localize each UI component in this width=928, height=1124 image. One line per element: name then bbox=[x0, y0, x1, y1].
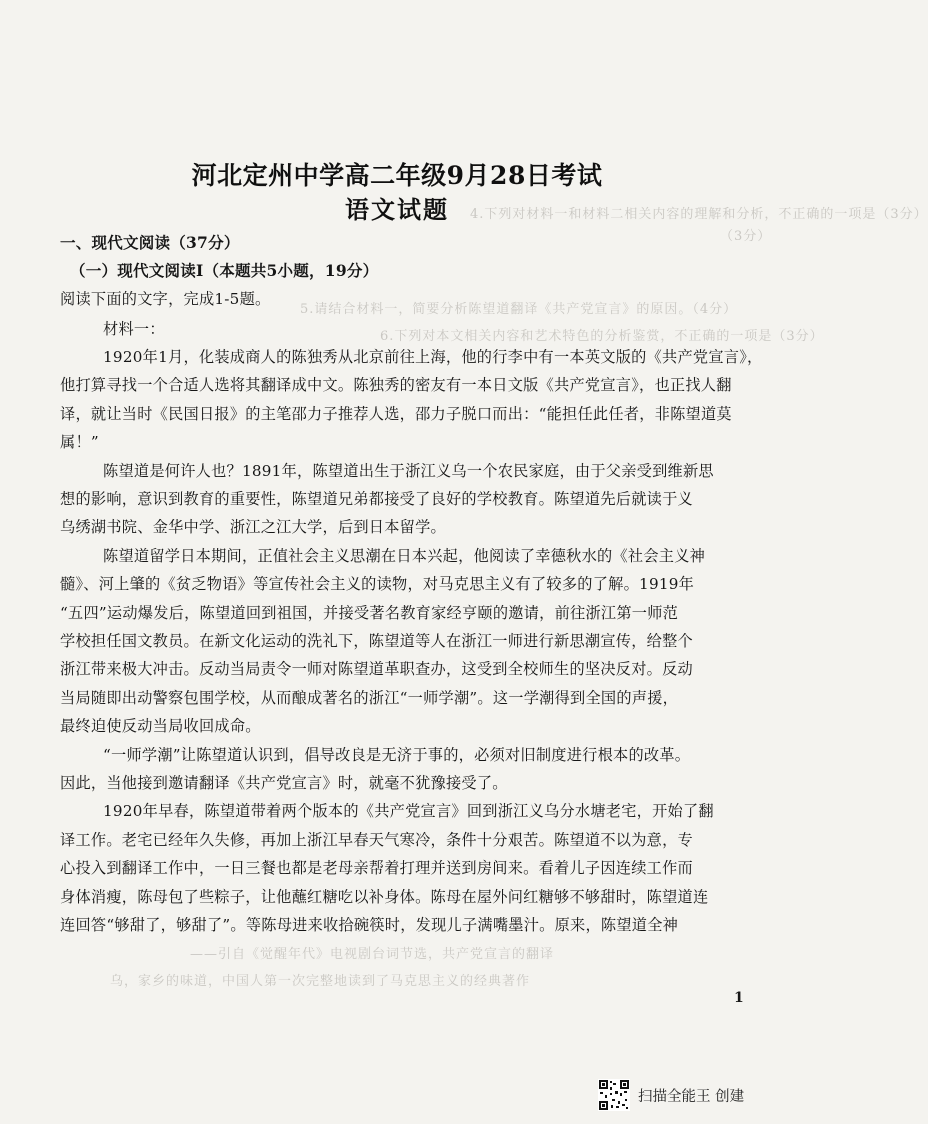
body-line: 译工作。老宅已经年久失修，再加上浙江早春天气寒冷，条件十分艰苦。陈望道不以为意，专 bbox=[60, 831, 693, 849]
body-line: 译，就让当时《民国日报》的主笔邵力子推荐人选，邵力子脱口而出：“能担任此任者，非陈望道莫 bbox=[60, 405, 732, 423]
page-number: 1 bbox=[734, 990, 744, 1006]
subsection-heading: （一）现代文阅读Ⅰ（本题共5小题，19分） bbox=[70, 261, 379, 280]
body-line: 想的影响，意识到教育的重要性，陈望道兄弟都接受了良好的学校教育。陈望道先后就读于义 bbox=[60, 490, 693, 508]
body-line: 连回答“够甜了，够甜了”。等陈母进来收拾碗筷时，发现儿子满嘴墨汁。原来，陈望道全神 bbox=[60, 916, 679, 934]
body-line: 因此，当他接到邀请翻译《共产党宣言》时，就毫不犹豫接受了。 bbox=[60, 774, 508, 792]
body-line: “五四”运动爆发后，陈望道回到祖国，并接受著名教育家经亨颐的邀请，前往浙江第一师范 bbox=[60, 604, 679, 622]
bleed-through-text: （3分） bbox=[720, 229, 772, 244]
qr-code-icon bbox=[598, 1079, 630, 1111]
bleed-through-text: ——引自《觉醒年代》电视剧台词节选，共产党宣言的翻译 bbox=[190, 947, 555, 962]
body-line: 学校担任国文教员。在新文化运动的洗礼下，陈望道等人在浙江一师进行新思潮宣传，给整个 bbox=[60, 632, 693, 650]
body-line: “一师学潮”让陈望道认识到，倡导改良是无济于事的，必须对旧制度进行根本的改革。 bbox=[103, 746, 691, 764]
body-line: 属！” bbox=[60, 433, 99, 451]
exam-subtitle: 语文试题 bbox=[345, 195, 449, 224]
exam-title: 河北定州中学高二年级9月28日考试 bbox=[191, 161, 603, 190]
body-line: 乌绣湖书院、金华中学、浙江之江大学，后到日本留学。 bbox=[60, 518, 446, 536]
body-line: 浙江带来极大冲击。反动当局责令一师对陈望道革职查办，这受到全校师生的坚决反对。反动 bbox=[60, 660, 693, 678]
section-heading: 一、现代文阅读（37分） bbox=[60, 233, 240, 252]
body-line: 1920年早春，陈望道带着两个版本的《共产党宣言》回到浙江义乌分水塘老宅，开始了翻 bbox=[103, 802, 714, 820]
bleed-through-text: 4.下列对材料一和材料二相关内容的理解和分析，不正确的一项是（3分） bbox=[470, 207, 928, 222]
body-line: 身体消瘦，陈母包了些粽子，让他蘸红糖吃以补身体。陈母在屋外问红糖够不够甜时，陈望道连 bbox=[60, 888, 709, 906]
bleed-through-text: 6.下列对本文相关内容和艺术特色的分析鉴赏，不正确的一项是（3分） bbox=[380, 329, 824, 344]
scanner-watermark: 扫描全能王 创建 bbox=[638, 1089, 745, 1105]
body-line: 陈望道是何许人也？1891年，陈望道出生于浙江义乌一个农民家庭，由于父亲受到维新思 bbox=[103, 462, 714, 480]
body-line: 他打算寻找一个合适人选将其翻译成中文。陈独秀的密友有一本日文版《共产党宣言》，也正找人翻 bbox=[60, 376, 732, 394]
reading-instruction: 阅读下面的文字，完成1-5题。 bbox=[60, 290, 271, 308]
bleed-through-text: 乌，家乡的味道，中国人第一次完整地读到了马克思主义的经典著作 bbox=[110, 974, 531, 989]
body-line: 陈望道留学日本期间，正值社会主义思潮在日本兴起，他阅读了幸德秋水的《社会主义神 bbox=[103, 547, 706, 565]
body-line: 髓》、河上肇的《贫乏物语》等宣传社会主义的读物，对马克思主义有了较多的了解。1919年 bbox=[60, 575, 695, 593]
body-line: 当局随即出动警察包围学校，从而酿成著名的浙江“一师学潮”。这一学潮得到全国的声援， bbox=[60, 689, 679, 707]
body-line: 1920年1月，化装成商人的陈独秀从北京前往上海，他的行李中有一本英文版的《共产党宣言》， bbox=[103, 348, 763, 366]
material-label: 材料一： bbox=[103, 320, 165, 338]
bleed-through-text: 5.请结合材料一，简要分析陈望道翻译《共产党宣言》的原因。（4分） bbox=[300, 302, 738, 317]
body-line: 最终迫使反动当局收回成命。 bbox=[60, 717, 261, 735]
body-line: 心投入到翻译工作中，一日三餐也都是老母亲帮着打理并送到房间来。看着儿子因连续工作而 bbox=[60, 859, 693, 877]
